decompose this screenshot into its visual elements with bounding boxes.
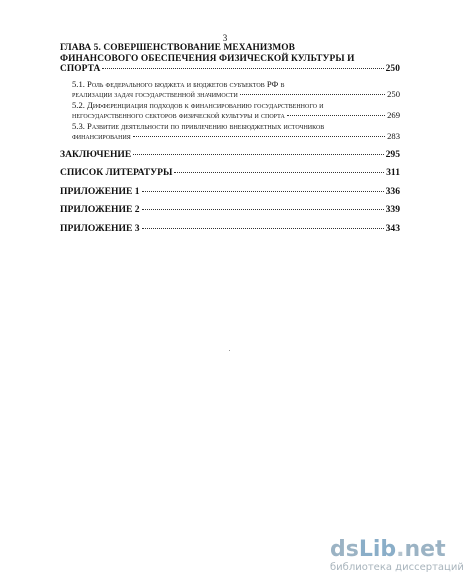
toc-section-5-2 bbox=[60, 100, 400, 121]
dot-leader bbox=[142, 228, 384, 229]
section-title-line: 5.2. Дифференциация подходов к финансированию государственного и bbox=[72, 99, 324, 110]
toc-bibliography bbox=[60, 168, 400, 179]
toc-appendix-3 bbox=[60, 224, 400, 235]
toc-chapter-5 bbox=[60, 43, 400, 75]
page-ref: 343 bbox=[385, 222, 400, 234]
dot-leader bbox=[133, 136, 385, 137]
dot-leader bbox=[174, 172, 384, 173]
chapter-title-line: СПОРТА bbox=[60, 64, 101, 74]
page-ref: 269 bbox=[387, 110, 400, 120]
entry-label: ПРИЛОЖЕНИЕ 1 bbox=[60, 185, 140, 197]
page-ref: 283 bbox=[387, 131, 400, 141]
dslib-watermark bbox=[330, 537, 464, 574]
dslib-logo: dsLib.net bbox=[330, 537, 446, 562]
toc-section-5-1 bbox=[60, 79, 400, 100]
dot-leader bbox=[287, 115, 385, 116]
chapter-title-line: ФИНАНСОВОГО ОБЕСПЕЧЕНИЯ ФИЗИЧЕСКОЙ КУЛЬТУРЫ И bbox=[60, 53, 355, 64]
section-title-line: 5.1. Роль федерального бюджета и бюджетов субъектов РФ в bbox=[72, 78, 285, 89]
toc-conclusion bbox=[60, 150, 400, 161]
toc-appendix-1 bbox=[60, 187, 400, 198]
page-ref: 295 bbox=[385, 148, 400, 160]
page-ref: 339 bbox=[385, 204, 400, 215]
section-title-line: негосударственного секторов физической культуры и спорта bbox=[72, 110, 285, 120]
table-of-contents bbox=[60, 43, 400, 234]
toc-appendix-2 bbox=[60, 205, 400, 216]
page-ref: 250 bbox=[387, 89, 400, 99]
section-title-line: финансирования bbox=[72, 131, 131, 141]
section-title-line: реализации задач государственной значимости bbox=[72, 89, 238, 99]
chapter-title-line: ГЛАВА 5. СОВЕРШЕНСТВОВАНИЕ МЕХАНИЗМОВ bbox=[60, 43, 296, 53]
dslib-subtitle: библиотека диссертаций bbox=[330, 562, 464, 573]
page-ref: 250 bbox=[385, 64, 400, 74]
section-title-line: 5.3. Развитие деятельности по привлечению внебюджетных источников bbox=[72, 120, 325, 131]
dot-leader bbox=[102, 68, 383, 69]
dot-leader bbox=[133, 154, 383, 155]
toc-section-5-3 bbox=[60, 121, 400, 142]
dot-leader bbox=[240, 94, 385, 95]
entry-label: СПИСОК ЛИТЕРАТУРЫ bbox=[60, 167, 173, 178]
entry-label: ПРИЛОЖЕНИЕ 2 bbox=[60, 204, 140, 215]
scan-speck bbox=[229, 350, 230, 351]
entry-label: ЗАКЛЮЧЕНИЕ bbox=[60, 148, 132, 160]
entry-label: ПРИЛОЖЕНИЕ 3 bbox=[60, 222, 140, 234]
dot-leader bbox=[142, 209, 384, 210]
dot-leader bbox=[142, 191, 384, 192]
page-ref: 311 bbox=[386, 167, 400, 178]
page-number: 3 bbox=[222, 33, 228, 43]
page-ref: 336 bbox=[385, 185, 400, 197]
